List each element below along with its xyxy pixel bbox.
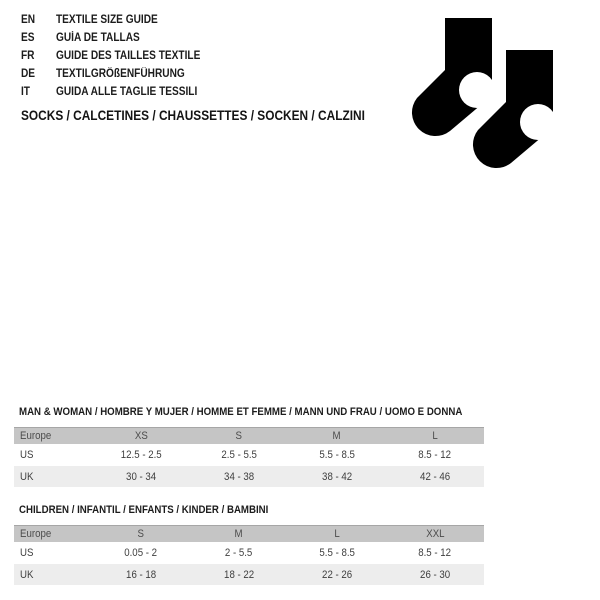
size-value: 5.5 - 8.5 xyxy=(319,449,355,461)
table-row-uk xyxy=(14,466,484,487)
table-header-row xyxy=(14,427,484,444)
region-label: US xyxy=(20,449,34,461)
language-code: DE xyxy=(21,68,36,80)
socks-icon xyxy=(400,0,600,200)
region-label: UK xyxy=(20,568,34,581)
column-header-size: S xyxy=(235,430,243,442)
column-header-size: M xyxy=(332,430,342,442)
region-label: UK xyxy=(20,470,34,483)
size-value: 8.5 - 12 xyxy=(418,547,452,559)
column-header-size: L xyxy=(432,430,438,442)
children-table-title: CHILDREN / INFANTIL / ENFANTS / KINDER / BAMBINI xyxy=(19,504,269,516)
size-value: 2.5 - 5.5 xyxy=(221,449,257,461)
size-value: 8.5 - 12 xyxy=(418,449,452,461)
language-label: GUIDA ALLE TAGLIE TESSILI xyxy=(56,86,198,98)
size-value: 18 - 22 xyxy=(223,568,255,581)
language-label: TEXTILGRÖßENFÜHRUNG xyxy=(56,68,185,80)
language-code: EN xyxy=(21,14,36,26)
language-code: ES xyxy=(21,32,35,44)
language-code: IT xyxy=(21,86,31,98)
size-value: 2 - 5.5 xyxy=(225,547,253,559)
table-header-row xyxy=(14,525,484,542)
language-code: FR xyxy=(21,50,35,62)
language-label: TEXTILE SIZE GUIDE xyxy=(56,14,158,26)
sock-back xyxy=(412,18,495,136)
language-list xyxy=(21,11,220,101)
language-row-fr xyxy=(21,47,220,65)
size-value: 22 - 26 xyxy=(321,568,353,581)
column-header-size: XS xyxy=(134,430,148,442)
size-value: 30 - 34 xyxy=(125,470,157,483)
size-value: 16 - 18 xyxy=(125,568,157,581)
table-row-us xyxy=(14,542,484,564)
table-row-uk xyxy=(14,564,484,585)
size-value: 38 - 42 xyxy=(321,470,353,483)
column-header-europe: Europe xyxy=(20,528,52,540)
language-label: GUÍA DE TALLAS xyxy=(56,32,140,44)
table-row-us xyxy=(14,444,484,466)
language-row-en xyxy=(21,11,220,29)
language-label: GUIDE DES TAILLES TEXTILE xyxy=(56,50,201,62)
column-header-size: M xyxy=(234,528,244,540)
size-value: 5.5 - 8.5 xyxy=(319,547,355,559)
language-row-de xyxy=(21,65,220,83)
column-header-size: XXL xyxy=(425,528,445,540)
children-table xyxy=(14,525,484,585)
language-row-it xyxy=(21,83,220,101)
column-header-size: L xyxy=(334,528,340,540)
category-title: SOCKS / CALCETINES / CHAUSSETTES / SOCKEN / CALZINI xyxy=(21,108,365,123)
size-value: 0.05 - 2 xyxy=(124,547,158,559)
man-woman-table-title: MAN & WOMAN / HOMBRE Y MUJER / HOMME ET FEMME / MANN UND FRAU / UOMO E DONNA xyxy=(19,406,463,418)
language-row-es xyxy=(21,29,220,47)
column-header-europe: Europe xyxy=(20,430,52,442)
size-value: 12.5 - 2.5 xyxy=(120,449,162,461)
size-value: 42 - 46 xyxy=(419,470,451,483)
man-woman-table xyxy=(14,427,484,487)
size-value: 34 - 38 xyxy=(223,470,255,483)
column-header-size: S xyxy=(137,528,145,540)
size-value: 26 - 30 xyxy=(419,568,451,581)
region-label: US xyxy=(20,547,34,559)
